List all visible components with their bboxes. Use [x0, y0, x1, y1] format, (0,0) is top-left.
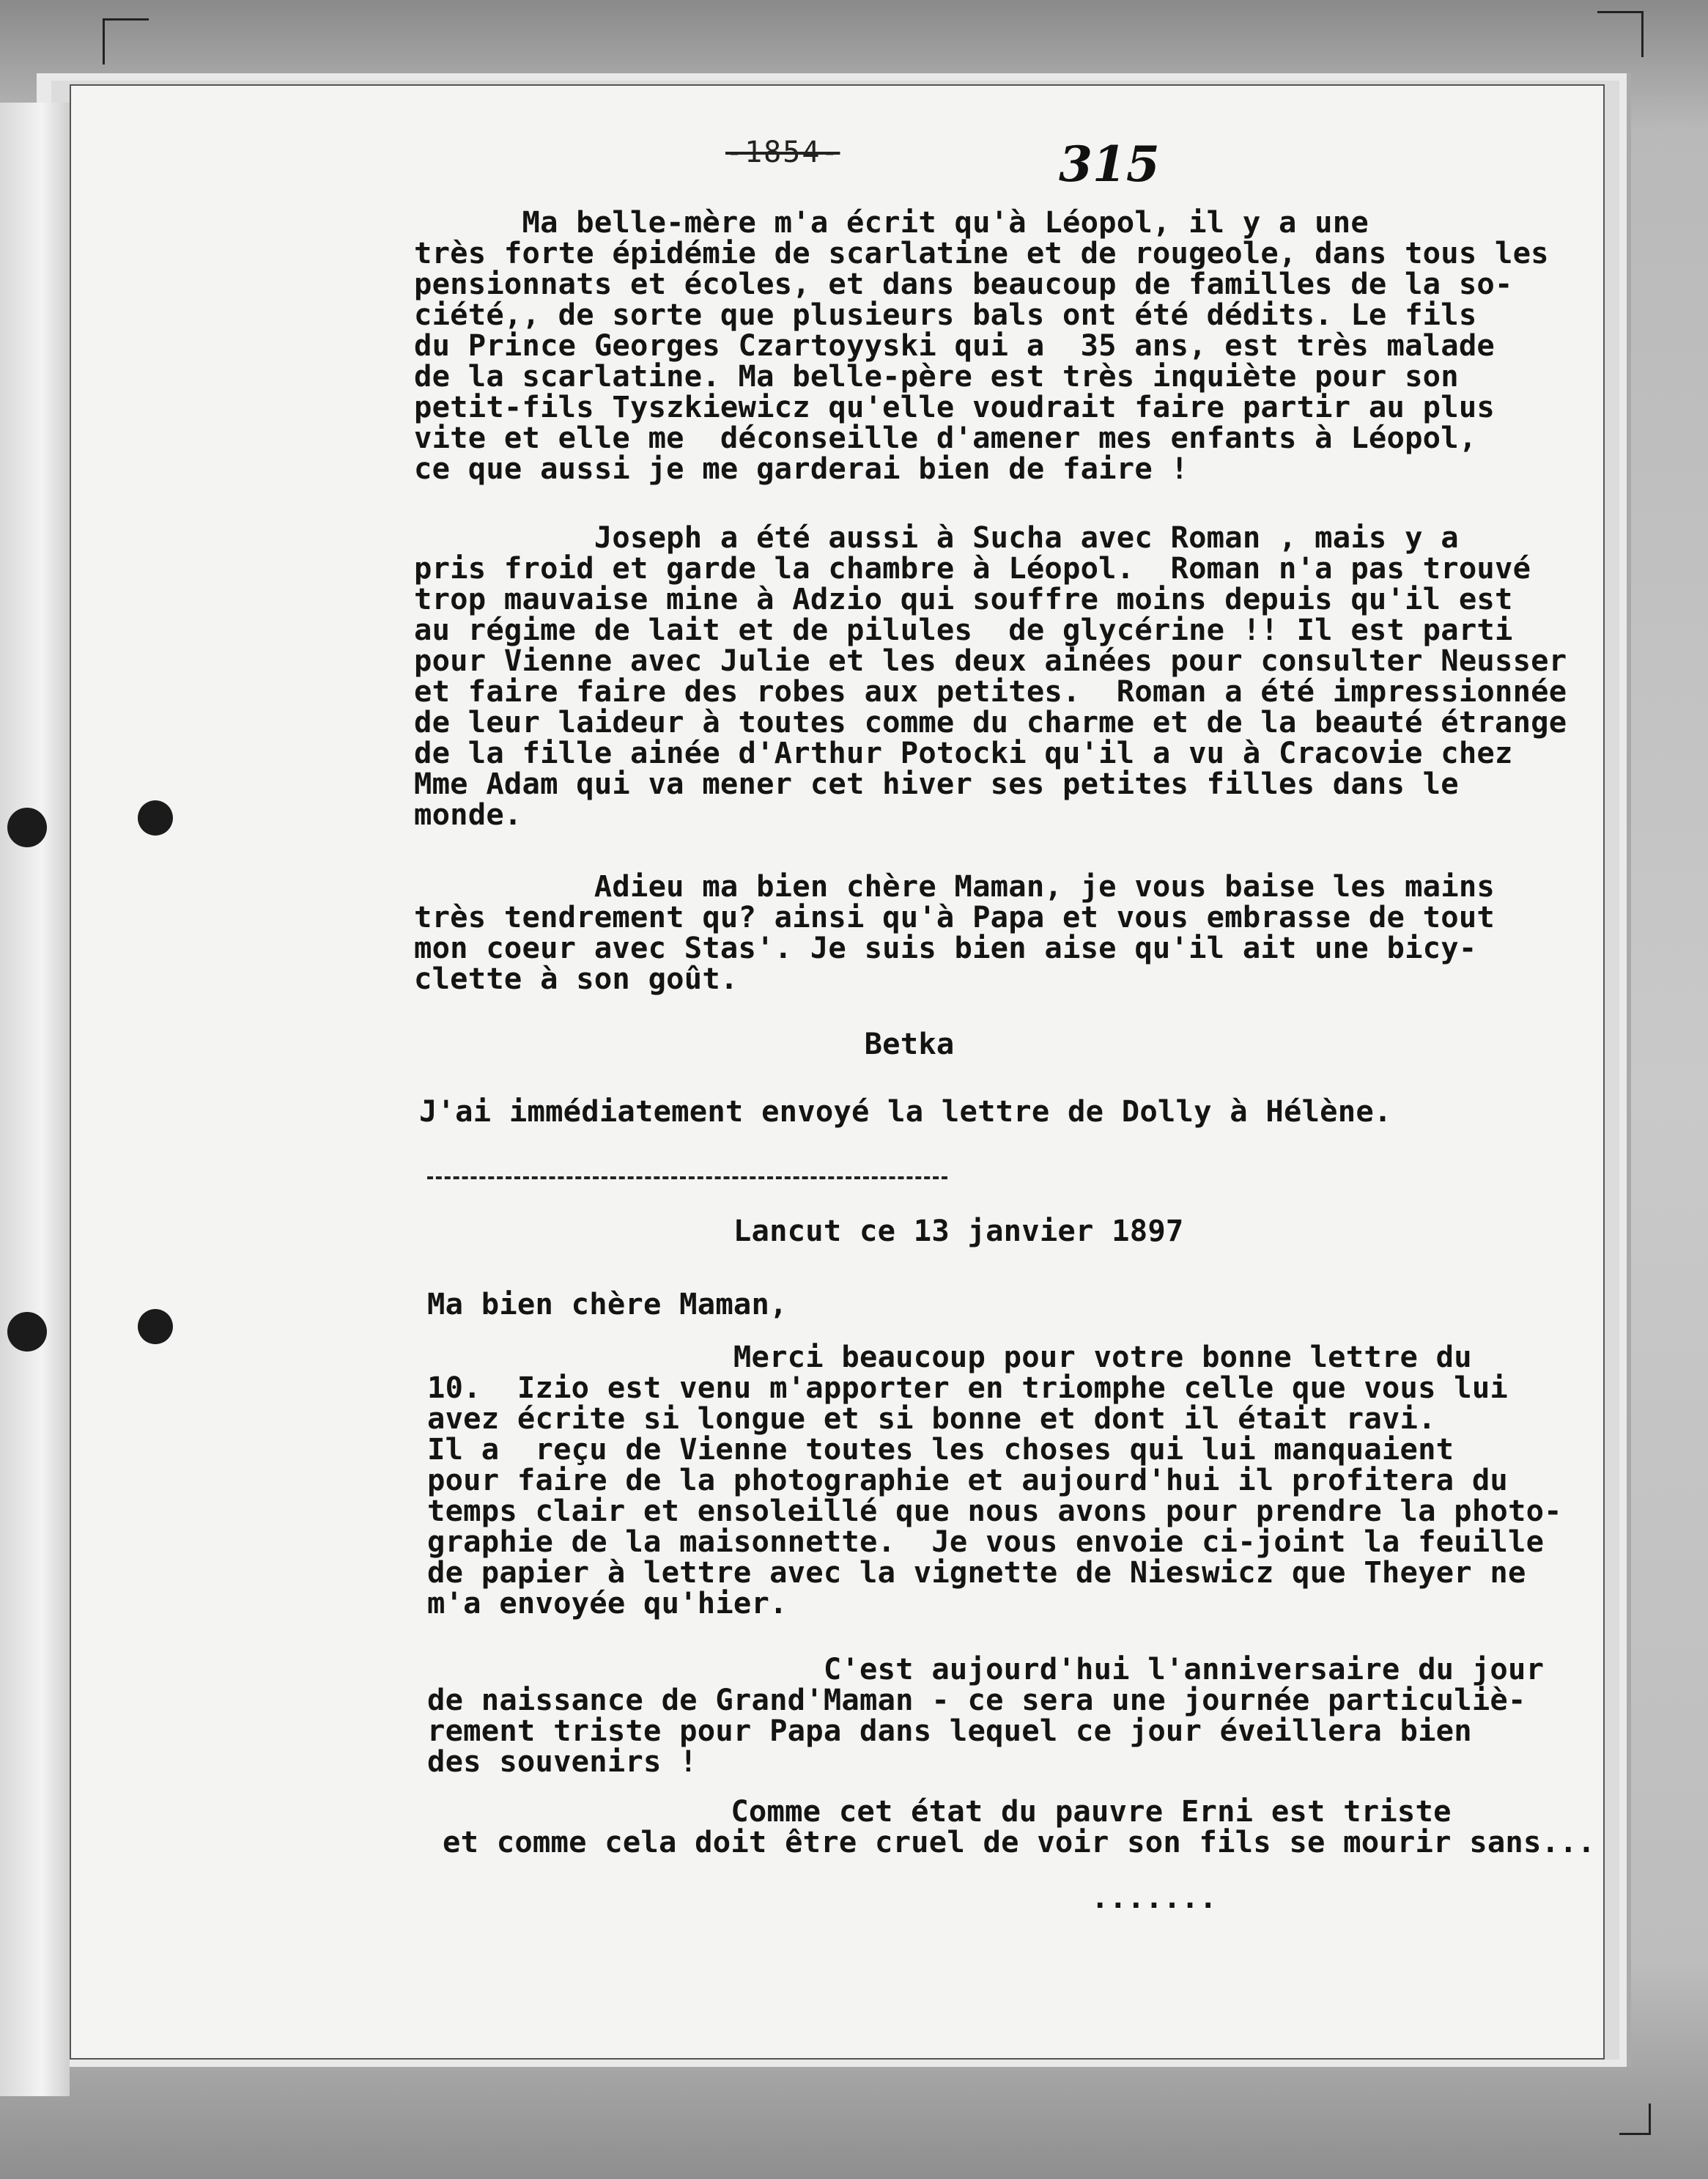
text-line: Adieu ma bien chère Maman, je vous baise les mains	[414, 869, 1495, 904]
text-line: mon coeur avec Stas'. Je suis bien aise qu'il ait une bicy-	[414, 930, 1477, 965]
text-line: Joseph a été aussi à Sucha avec Roman , mais y a	[414, 520, 1459, 555]
paragraph-2	[414, 522, 1567, 830]
text-line: de la fille ainée d'Arthur Potocki qu'il a vu à Cracovie chez	[414, 735, 1513, 770]
text-line: graphie de la maisonnette. Je vous envoie ci-joint la feuille	[427, 1524, 1545, 1559]
text-line: Ma bien chère Maman,	[427, 1286, 788, 1321]
text-line: Il a reçu de Vienne toutes les choses qui lui manquaient	[427, 1431, 1454, 1467]
text-line: Ma belle-mère m'a écrit qu'à Léopol, il y a une	[414, 204, 1369, 240]
paragraph-4	[427, 1339, 1562, 1621]
paragraph-6	[443, 1793, 1596, 1859]
text-line: m'a envoyée qu'hier.	[427, 1585, 788, 1621]
text-line: trop mauvaise mine à Adzio qui souffre moins depuis qu'il est	[414, 581, 1513, 616]
struck-page-number: -1854-	[725, 136, 840, 169]
handwritten-folio-number: 315	[1059, 136, 1160, 193]
text-line: pris froid et garde la chambre à Léopol. Roman n'a pas trouvé	[414, 550, 1531, 586]
text-line: Comme cet état du pauvre Erni est triste	[443, 1793, 1452, 1829]
text-line: pour faire de la photographie et aujourd'hui il profitera du	[427, 1462, 1508, 1497]
paragraph-1	[414, 204, 1549, 486]
signature	[414, 1028, 955, 1059]
text-line: pensionnats et écoles, et dans beaucoup de familles de la so-	[414, 266, 1513, 301]
text-line: Lancut ce 13 janvier 1897	[427, 1213, 1184, 1248]
text-line: C'est aujourd'hui l'anniversaire du jour	[427, 1651, 1545, 1686]
text-line: petit-fils Tyszkiewicz qu'elle voudrait faire partir au plus	[414, 389, 1495, 424]
text-line: temps clair et ensoleillé que nous avons pour prendre la photo-	[427, 1493, 1562, 1528]
text-line: de leur laideur à toutes comme du charme et de la beauté étrange	[414, 704, 1567, 740]
text-line: Mme Adam qui va mener cet hiver ses petites filles dans le	[414, 766, 1459, 801]
text-line: pour Vienne avec Julie et les deux ainées pour consulter Neusser	[414, 643, 1567, 678]
text-line: ciété,, de sorte que plusieurs bals ont été dédits. Le fils	[414, 297, 1477, 332]
salutation	[427, 1288, 788, 1319]
binder-hole-icon	[7, 1312, 47, 1352]
text-line: Merci beaucoup pour votre bonne lettre du	[427, 1339, 1472, 1374]
paragraph-3	[414, 871, 1495, 994]
binder-hole-icon	[7, 808, 47, 847]
punch-hole-icon	[138, 800, 173, 836]
text-line: très tendrement qu? ainsi qu'à Papa et vous embrasse de tout	[414, 899, 1495, 934]
binder-edge	[0, 103, 70, 2096]
crop-mark-bottom-right	[1619, 2104, 1651, 2135]
text-line: monde.	[414, 797, 522, 832]
text-line: et comme cela doit être cruel de voir son fils se mourir sans...	[443, 1824, 1596, 1859]
text-line: de naissance de Grand'Maman - ce sera une journée particuliè-	[427, 1682, 1526, 1717]
text-line: au régime de lait et de pilules de glycérine !! Il est parti	[414, 612, 1513, 647]
text-line: J'ai immédiatement envoyé la lettre de Dolly à Hélène.	[419, 1094, 1392, 1129]
text-line: de papier à lettre avec la vignette de Nieswicz que Theyer ne	[427, 1555, 1526, 1590]
text-line: de la scarlatine. Ma belle-père est très inquiète pour son	[414, 358, 1459, 394]
text-line: avez écrite si longue et si bonne et dont il était ravi.	[427, 1401, 1436, 1436]
text-line: rement triste pour Papa dans lequel ce jour éveillera bien	[427, 1713, 1472, 1748]
crop-mark-top-right	[1597, 11, 1644, 57]
text-line: du Prince Georges Czartoyyski qui a 35 ans, est très malade	[414, 328, 1495, 363]
letter-date	[427, 1215, 1184, 1246]
text-line: des souvenirs !	[427, 1744, 698, 1779]
postscript	[419, 1096, 1392, 1127]
text-line: 10. Izio est venu m'apporter en triomphe celle que vous lui	[427, 1370, 1508, 1405]
text-line: .......	[443, 1880, 1218, 1915]
punch-hole-icon	[138, 1309, 173, 1344]
separator-rule	[427, 1176, 947, 1179]
paragraph-5	[427, 1653, 1544, 1777]
continuation-dots	[443, 1882, 1217, 1913]
text-line: très forte épidémie de scarlatine et de rougeole, dans tous les	[414, 235, 1549, 270]
text-line: ce que aussi je me garderai bien de faire !	[414, 451, 1189, 486]
text-line: clette à son goût.	[414, 961, 739, 996]
crop-mark-top-left	[103, 18, 149, 64]
text-line: Betka	[414, 1026, 955, 1061]
text-line: vite et elle me déconseille d'amener mes enfants à Léopol,	[414, 420, 1477, 455]
text-line: et faire faire des robes aux petites. Roman a été impressionnée	[414, 674, 1567, 709]
